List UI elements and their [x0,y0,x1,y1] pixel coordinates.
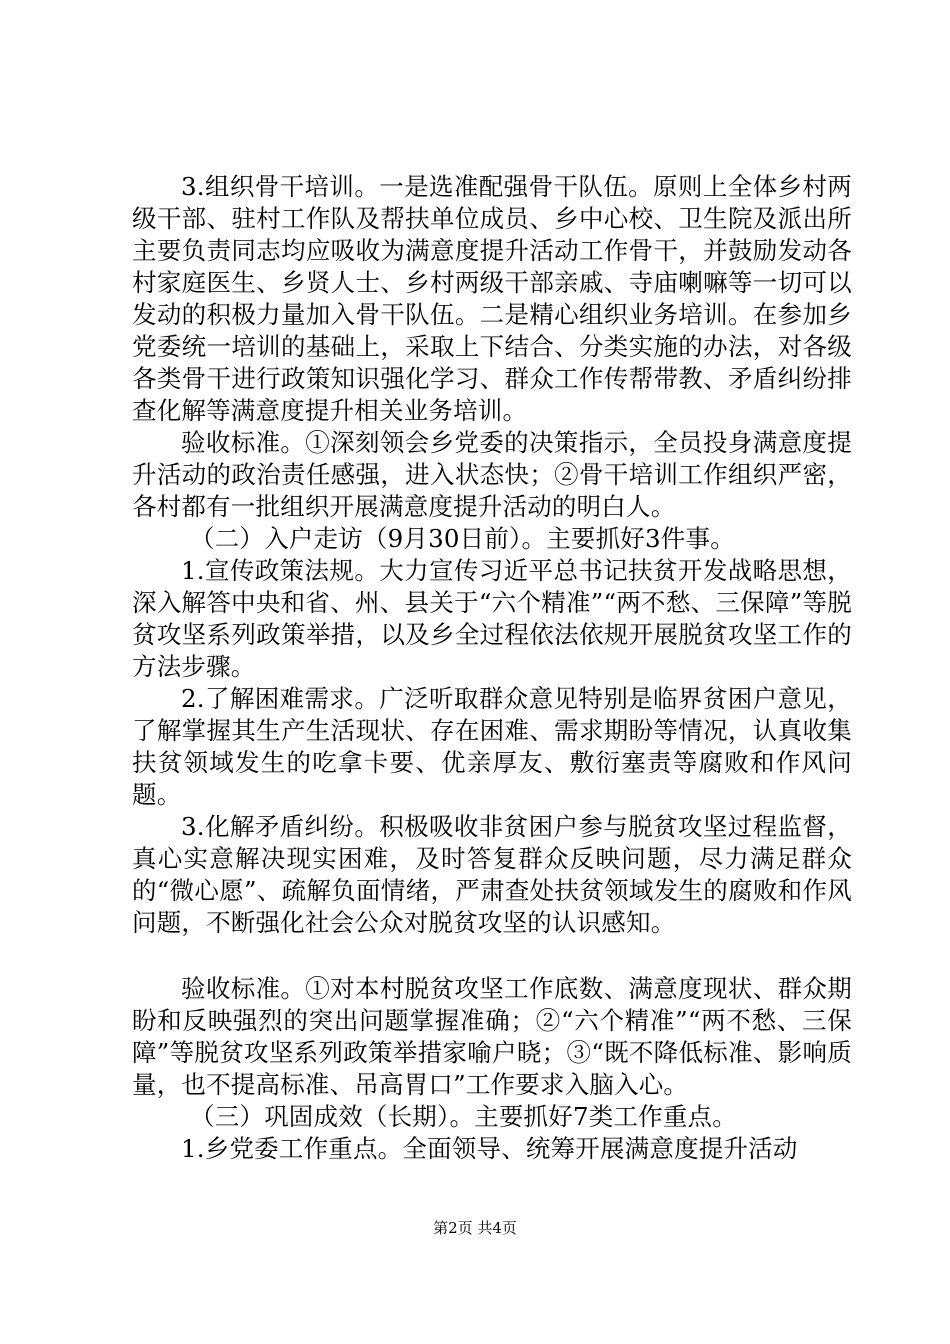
paragraph-understand-needs: 2.了解困难需求。广泛听取群众意见特别是临界贫困户意见，了解掌握其生产生活现状、存在困难、需求期盼等情况，认真收集扶贫领域发生的吃拿卡要、优亲厚友、敷衍塞责等腐败和作风问题。 [132,684,852,809]
paragraph-party-committee-focus: 1.乡党委工作重点。全面领导、统筹开展满意度提升活动 [181,1134,798,1163]
document-body [132,171,852,1165]
paragraph-publicize-policies: 1.宣传政策法规。大力宣传习近平总书记扶贫开发战略思想，深入解答中央和省、州、县关于“六个精准”“两不愁、三保障”等脱贫攻坚系列政策举措，以及乡全过程依法依规开展脱贫攻坚工作的方法步骤。 [132,556,852,681]
paragraph-acceptance-criteria-1: 验收标准。①深刻领会乡党委的决策指示，全员投身满意度提升活动的政治责任感强，进入状态快；②骨干培训工作组织严密，各村都有一批组织开展满意度提升活动的明白人。 [132,428,852,521]
paragraph-backbone-training: 3.组织骨干培训。一是选准配强骨干队伍。原则上全体乡村两级干部、驻村工作队及帮扶单位成员、乡中心校、卫生院及派出所主要负责同志均应吸收为满意度提升活动工作骨干，并鼓励发动各村家庭医生、乡贤人士、乡村两级干部亲戚、寺庙喇嘛等一切可以发动的积极力量加入骨干队伍。二是精心组织业务培训。在参加乡党委统一培训的基础上，采取上下结合、分类实施的办法，对各级各类骨干进行政策知识强化学习、群众工作传帮带教、矛盾纠纷排查化解等满意度提升相关业务培训。 [132,172,852,425]
section-heading-household-visits: （二）入户走访（9月30日前）。主要抓好3件事。 [190,524,735,553]
page-footer: 第2页 共4页 [433,1219,517,1237]
paragraph-acceptance-criteria-2: 验收标准。①对本村脱贫攻坚工作底数、满意度现状、群众期盼和反映强烈的突出问题掌握准确；②“六个精准”“两不愁、三保障”等脱贫攻坚系列政策举措家喻户晓；③“既不降低标准、影响质量，也不提高标准、吊高胃口”工作要求入脑入心。 [132,974,852,1099]
paragraph-spacer [132,939,852,973]
paragraph-resolve-disputes: 3.化解矛盾纠纷。积极吸收非贫困户参与脱贫攻坚过程监督，真心实意解决现实困难，及时答复群众反映问题，尽力满足群众的“微心愿”、疏解负面情绪，严肃查处扶贫领域发生的腐败和作风问题，不断强化社会公众对脱贫攻坚的认识感知。 [132,812,852,937]
section-heading-consolidate-results: （三）巩固成效（长期）。主要抓好7类工作重点。 [190,1102,737,1131]
